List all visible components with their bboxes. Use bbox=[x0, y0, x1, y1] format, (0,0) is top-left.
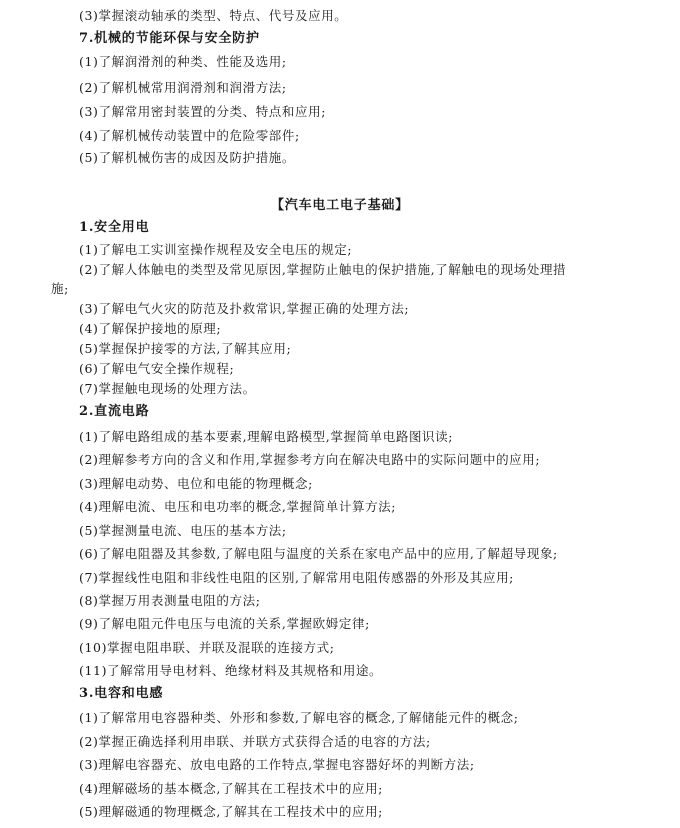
list-item: (4)理解电流、电压和电功率的概念,掌握简单计算方法; bbox=[79, 499, 397, 514]
list-item: (1)了解电路组成的基本要素,理解电路模型,掌握简单电路图识读; bbox=[79, 429, 454, 444]
list-item: (6)了解电气安全操作规程; bbox=[79, 361, 235, 376]
list-item: (4)理解磁场的基本概念,了解其在工程技术中的应用; bbox=[79, 781, 383, 796]
list-item: (11)了解常用导电材料、绝缘材料及其规格和用途。 bbox=[79, 663, 383, 678]
chapter-title: 【汽车电工电子基础】 bbox=[270, 198, 409, 213]
list-item: (1)了解电工实训室操作规程及安全电压的规定; bbox=[79, 242, 353, 257]
list-item: (3)了解电气火灾的防范及扑救常识,掌握正确的处理方法; bbox=[79, 301, 410, 316]
section-heading: 2.直流电路 bbox=[79, 404, 150, 419]
list-item: (2)了解人体触电的类型及常见原因,掌握防止触电的保护措施,了解触电的现场处理措 bbox=[79, 262, 567, 277]
list-item: (8)掌握万用表测量电阻的方法; bbox=[79, 593, 261, 608]
section-heading: 1.安全用电 bbox=[79, 220, 150, 235]
list-item: (2)理解参考方向的含义和作用,掌握参考方向在解决电路中的实际问题中的应用; bbox=[79, 452, 541, 467]
list-item: (10)掌握电阻串联、并联及混联的连接方式; bbox=[79, 640, 335, 655]
list-item: (5)掌握保护接零的方法,了解其应用; bbox=[79, 341, 292, 356]
list-item: (5)理解磁通的物理概念,了解其在工程技术中的应用; bbox=[79, 804, 383, 819]
list-item: (5)掌握测量电流、电压的基本方法; bbox=[79, 523, 287, 538]
list-item: (1)了解常用电容器种类、外形和参数,了解电容的概念,了解储能元件的概念; bbox=[79, 710, 519, 725]
section-heading: 3.电容和电感 bbox=[79, 686, 164, 701]
list-item: (6)了解电阻器及其参数,了解电阻与温度的关系在家电产品中的应用,了解超导现象; bbox=[79, 546, 558, 561]
list-item: (5)了解机械伤害的成因及防护措施。 bbox=[79, 150, 296, 165]
list-item: (2)掌握正确选择利用串联、并联方式获得合适的电容的方法; bbox=[79, 734, 431, 749]
list-item-continuation: 施; bbox=[51, 281, 69, 296]
list-item: (3)理解电容器充、放电电路的工作特点,掌握电容器好坏的判断方法; bbox=[79, 757, 475, 772]
list-item: (9)了解电阻元件电压与电流的关系,掌握欧姆定律; bbox=[79, 616, 370, 631]
list-item: (1)了解润滑剂的种类、性能及选用; bbox=[79, 54, 287, 69]
list-item: (7)掌握触电现场的处理方法。 bbox=[79, 381, 256, 396]
list-item: (7)掌握线性电阻和非线性电阻的区别,了解常用电阻传感器的外形及其应用; bbox=[79, 570, 514, 585]
section-heading: 7.机械的节能环保与安全防护 bbox=[79, 31, 260, 46]
list-item: (3)掌握滚动轴承的类型、特点、代号及应用。 bbox=[79, 8, 348, 23]
list-item: (3)了解常用密封装置的分类、特点和应用; bbox=[79, 104, 327, 119]
list-item: (4)了解机械传动装置中的危险零部件; bbox=[79, 128, 300, 143]
list-item: (3)理解电动势、电位和电能的物理概念; bbox=[79, 476, 313, 491]
list-item: (2)了解机械常用润滑剂和润滑方法; bbox=[79, 80, 287, 95]
list-item: (4)了解保护接地的原理; bbox=[79, 321, 222, 336]
